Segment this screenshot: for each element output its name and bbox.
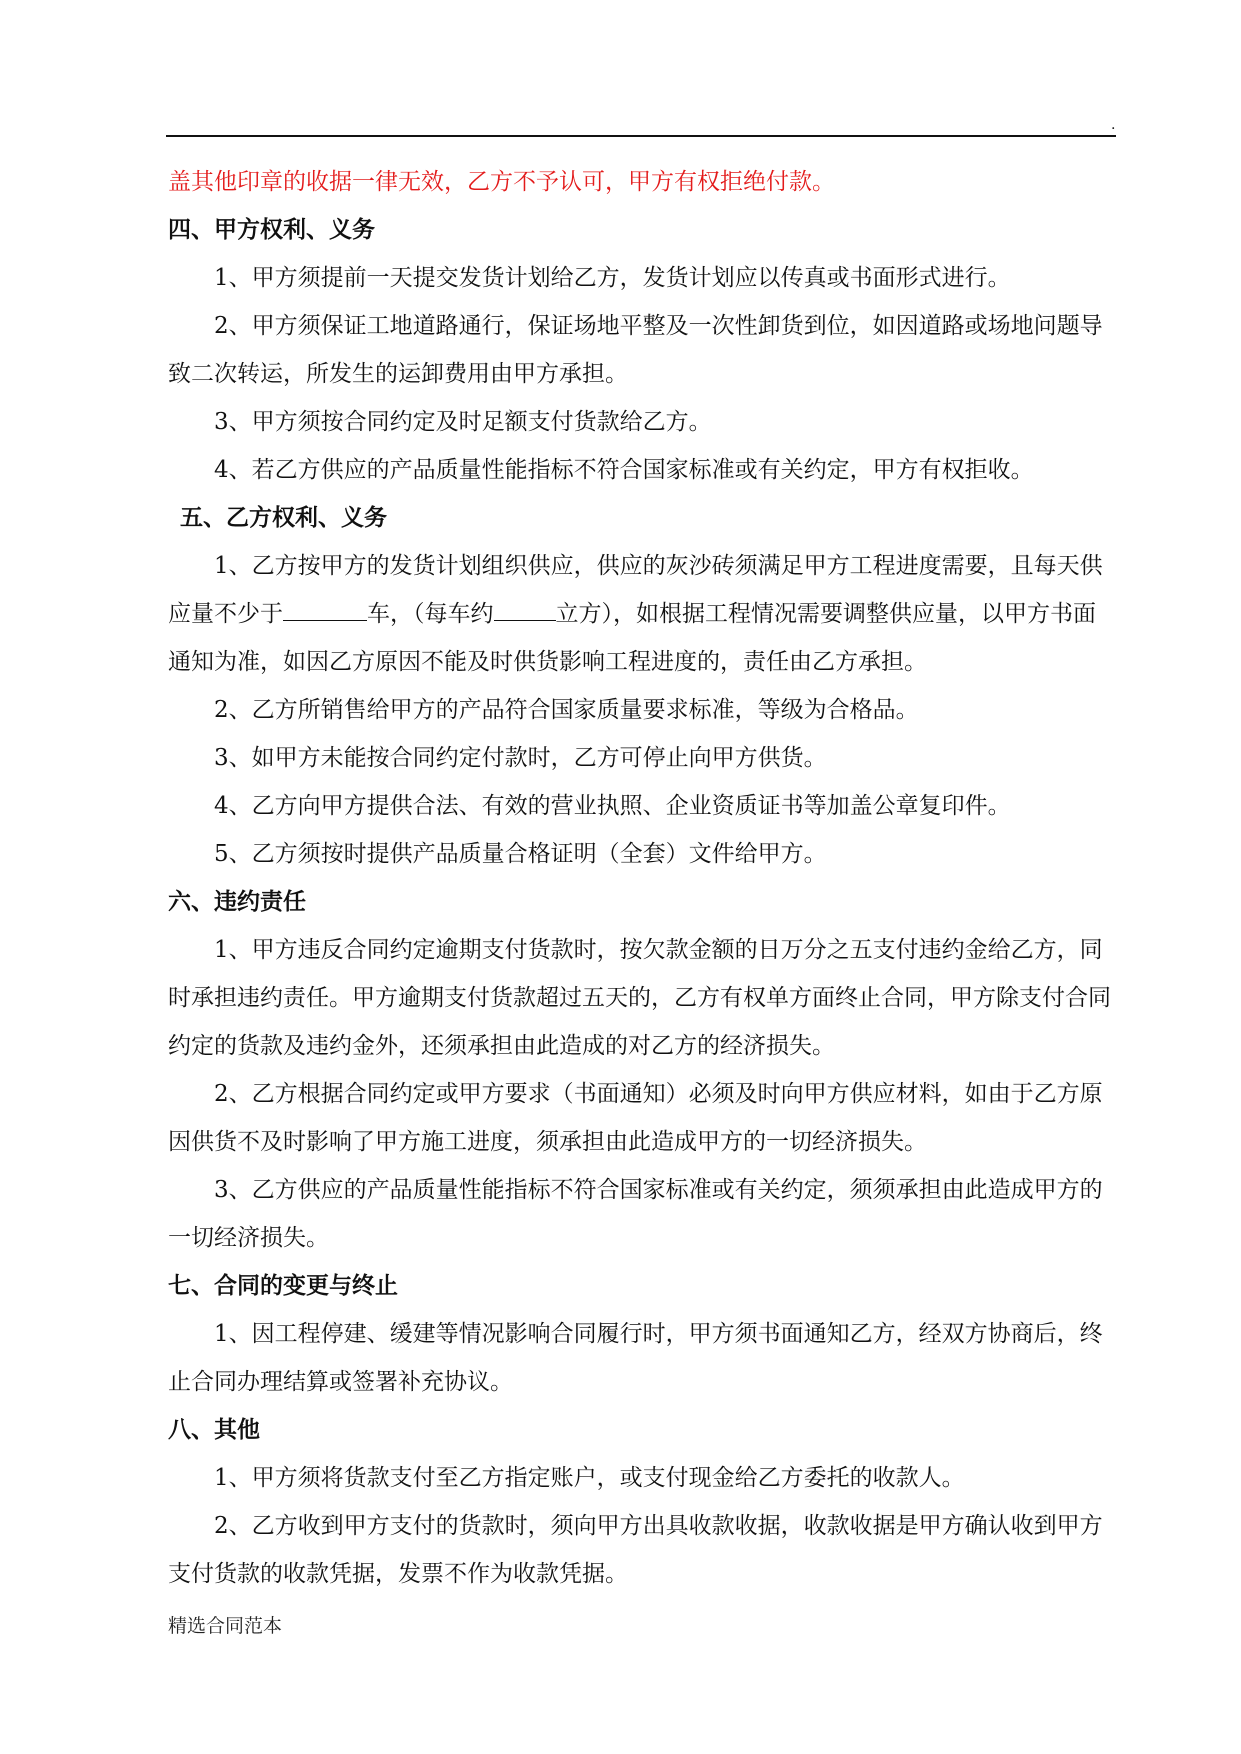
section-5-item-5: 5、乙方须按时提供产品质量合格证明（全套）文件给甲方。 (214, 841, 827, 867)
header-rule (166, 135, 1116, 137)
section-5-item-1-part3: 立方），如根据工程情况需要调整供应量，以甲方书面通知为准，如因乙方原因不能及时供货影响工程进度的，责任由乙方承担。 (168, 601, 1096, 675)
section-4 (168, 206, 1114, 494)
section-5-item-1-part2: 车，（每车约 (367, 601, 494, 627)
intro-red-paragraph: 盖其他印章的收据一律无效，乙方不予认可，甲方有权拒绝付款。 (168, 169, 835, 195)
section-5 (168, 494, 1114, 878)
section-4-item-4: 4、若乙方供应的产品质量性能指标不符合国家标准或有关约定，甲方有权拒收。 (214, 457, 1034, 483)
section-6-item-2: 2、乙方根据合同约定或甲方要求（书面通知）必须及时向甲方供应材料，如由于乙方原因供货不及时影响了甲方施工进度，须承担由此造成甲方的一切经济损失。 (168, 1081, 1103, 1155)
section-8-item-2: 2、乙方收到甲方支付的货款时，须向甲方出具收款收据，收款收据是甲方确认收到甲方支付货款的收款凭据，发票不作为收款凭据。 (168, 1513, 1103, 1587)
section-4-item-1: 1、甲方须提前一天提交发货计划给乙方，发货计划应以传真或书面形式进行。 (214, 265, 1011, 291)
header-marker: . (1111, 117, 1116, 133)
trucks-per-day-blank[interactable] (283, 598, 367, 621)
section-7 (168, 1262, 1114, 1406)
section-5-title: 五、乙方权利、义务 (180, 505, 387, 531)
section-4-item-2: 2、甲方须保证工地道路通行，保证场地平整及一次性卸货到位，如因道路或场地问题导致二次转运，所发生的运卸费用由甲方承担。 (168, 313, 1103, 387)
section-6-title: 六、违约责任 (168, 889, 306, 915)
cubic-per-truck-blank[interactable] (494, 598, 556, 621)
section-5-item-1 (168, 542, 1114, 686)
section-8-title: 八、其他 (168, 1417, 260, 1443)
section-7-item-1: 1、因工程停建、缓建等情况影响合同履行时，甲方须书面通知乙方，经双方协商后，终止合同办理结算或签署补充协议。 (168, 1321, 1103, 1395)
section-4-item-3: 3、甲方须按合同约定及时足额支付货款给乙方。 (214, 409, 712, 435)
section-5-item-4: 4、乙方向甲方提供合法、有效的营业执照、企业资质证书等加盖公章复印件。 (214, 793, 1011, 819)
section-6-item-1: 1、甲方违反合同约定逾期支付货款时，按欠款金额的日万分之五支付违约金给乙方，同时承担违约责任。甲方逾期支付货款超过五天的，乙方有权单方面终止合同，甲方除支付合同约定的货款及违约金外，还须承担由此造成的对乙方的经济损失。 (168, 937, 1111, 1059)
section-4-title: 四、甲方权利、义务 (168, 217, 375, 243)
section-7-title: 七、合同的变更与终止 (168, 1273, 398, 1299)
section-5-item-3: 3、如甲方未能按合同约定付款时，乙方可停止向甲方供货。 (214, 745, 827, 771)
section-6-item-3: 3、乙方供应的产品质量性能指标不符合国家标准或有关约定，须须承担由此造成甲方的一切经济损失。 (168, 1177, 1103, 1251)
page-footer: 精选合同范本 (168, 1615, 283, 1637)
section-6 (168, 878, 1114, 1262)
section-5-item-1-part1: 1、乙方按甲方的发货计划组织供应，供应的灰沙砖须满足甲方工程进度需要，且每天供应量不少于 (168, 553, 1103, 627)
section-5-item-2: 2、乙方所销售给甲方的产品符合国家质量要求标准，等级为合格品。 (214, 697, 919, 723)
section-8 (168, 1406, 1114, 1598)
section-8-item-1: 1、甲方须将货款支付至乙方指定账户，或支付现金给乙方委托的收款人。 (214, 1465, 965, 1491)
document-body (168, 158, 1114, 1598)
